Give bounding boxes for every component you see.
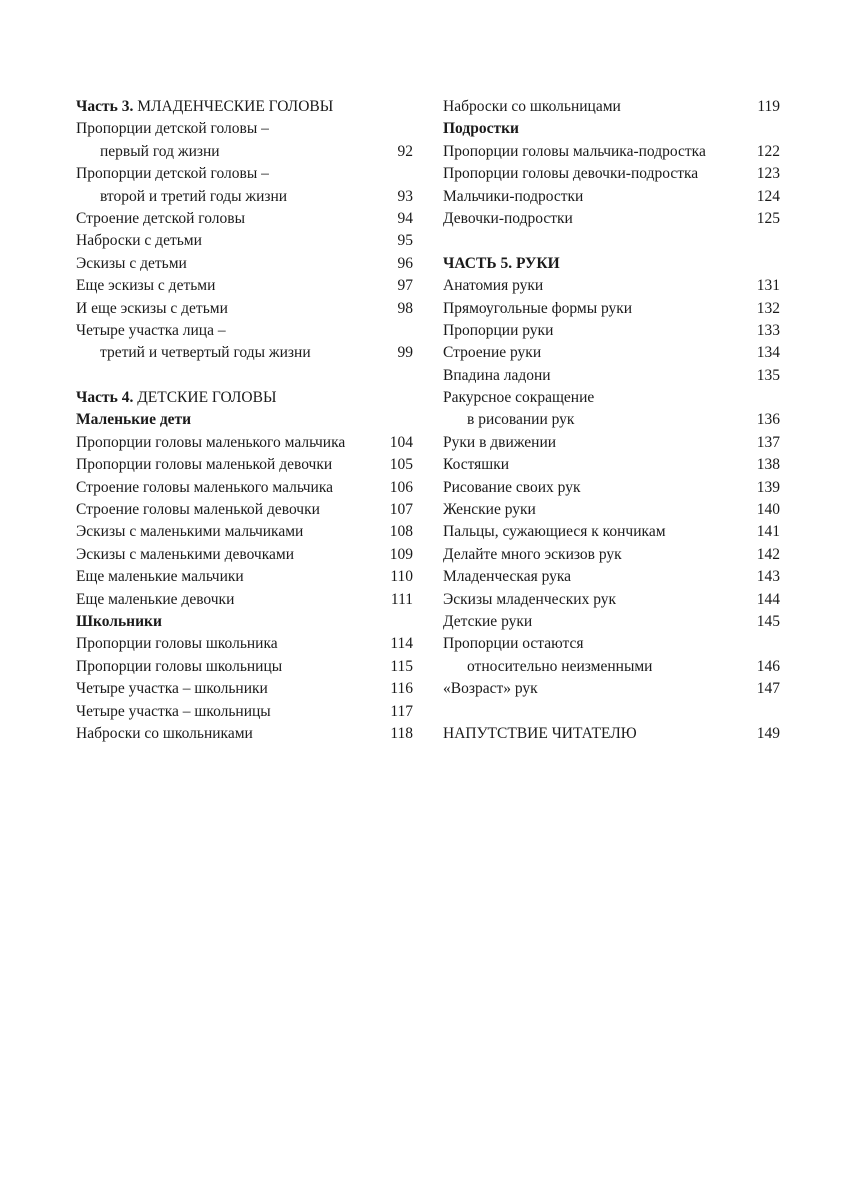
page-number: 104 — [389, 433, 413, 451]
part-title: ДЕТСКИЕ ГОЛОВЫ — [137, 389, 277, 407]
toc-entry-title: третий и четвертый годы жизни — [100, 344, 311, 362]
toc-entry-title: Строение головы маленького мальчика — [76, 478, 334, 496]
toc-entry-title: Пропорции головы школьницы — [76, 657, 283, 675]
toc-entry — [443, 163, 780, 185]
page-number: 99 — [397, 344, 413, 362]
toc-entry-title: Пропорции головы маленького мальчика — [76, 433, 346, 451]
page-number: 145 — [756, 612, 780, 630]
toc-entry-continuation — [443, 409, 780, 431]
part-number: Часть 3. — [76, 98, 138, 115]
toc-entry — [76, 163, 413, 185]
page-number: 115 — [390, 657, 413, 675]
toc-entry — [443, 432, 780, 454]
page-number: 118 — [390, 724, 413, 742]
page-number: 92 — [397, 142, 413, 160]
toc-entry-title: Анатомия руки — [443, 277, 544, 295]
toc-entry — [76, 320, 413, 342]
part-heading — [76, 96, 413, 118]
toc-entry-title: Впадина ладони — [443, 366, 551, 384]
page-number: 144 — [756, 590, 780, 608]
toc-entry — [76, 566, 413, 588]
toc-entry-title: Девочки-подростки — [443, 209, 573, 227]
toc-entry-title: ЧАСТЬ 5. РУКИ — [443, 254, 560, 272]
toc-right-column — [443, 96, 780, 745]
part-title: МЛАДЕНЧЕСКИЕ ГОЛОВЫ — [137, 98, 334, 115]
page-number: 136 — [756, 411, 780, 429]
toc-entry-title: Пропорции головы школьника — [76, 635, 278, 653]
toc-entry — [76, 701, 413, 723]
toc-entry-continuation — [76, 186, 413, 208]
page-number: 147 — [756, 680, 780, 698]
section-spacer — [443, 230, 780, 252]
toc-entry — [443, 611, 780, 633]
toc-entry-title: в рисовании рук — [467, 411, 575, 429]
page-number: 97 — [397, 277, 413, 295]
toc-entry-title: Еще маленькие девочки — [76, 590, 235, 608]
toc-entry — [76, 230, 413, 252]
toc-entry — [76, 521, 413, 543]
toc-entry — [76, 499, 413, 521]
toc-entry — [443, 633, 780, 655]
toc-entry-title: Эскизы с маленькими девочками — [76, 545, 295, 563]
toc-entry — [76, 477, 413, 499]
toc-entry-title: первый год жизни — [100, 142, 220, 160]
section-subheading — [443, 118, 780, 140]
part-heading-label — [76, 387, 276, 409]
toc-entry — [76, 118, 413, 140]
toc-entry — [443, 678, 780, 700]
part-heading-label — [76, 96, 333, 118]
toc-entry — [443, 275, 780, 297]
toc-entry — [76, 723, 413, 745]
page-number: 95 — [397, 232, 413, 250]
toc-entry-title: Еще маленькие мальчики — [76, 568, 244, 586]
page-number: 107 — [389, 501, 413, 519]
toc-entry — [443, 141, 780, 163]
page-number: 108 — [389, 523, 413, 541]
toc-entry-title: Наброски со школьницами — [443, 98, 621, 115]
toc-entry-title: Делайте много эскизов рук — [443, 545, 622, 563]
page-number: 114 — [390, 635, 413, 653]
toc-entry-title: Строение руки — [443, 344, 542, 362]
toc-entry — [76, 656, 413, 678]
page-number: 109 — [389, 545, 413, 563]
toc-entry-title: Пропорции детской головы – — [76, 165, 269, 183]
toc-entry-title: Строение детской головы — [76, 209, 246, 227]
toc-entry — [76, 544, 413, 566]
toc-entry — [443, 477, 780, 499]
toc-entry-title: Эскизы младенческих рук — [443, 590, 617, 608]
page-number: 134 — [756, 344, 780, 362]
toc-entry — [76, 208, 413, 230]
page-number: 105 — [389, 456, 413, 474]
section-spacer — [443, 701, 780, 723]
part-number: Часть 4. — [76, 389, 138, 407]
page-number: 93 — [397, 187, 413, 205]
toc-entry-title: Пропорции головы маленькой девочки — [76, 456, 333, 474]
toc-entry — [76, 432, 413, 454]
page-number: 98 — [397, 299, 413, 317]
page-number: 125 — [756, 209, 780, 227]
page-number: 94 — [397, 209, 413, 227]
toc-entry-title: Пропорции головы мальчика-подростка — [443, 142, 706, 160]
page-number: 111 — [390, 590, 413, 608]
toc-entry-title: Пропорции детской головы – — [76, 120, 269, 138]
page-number: 142 — [756, 545, 780, 563]
page-number: 116 — [390, 680, 413, 698]
toc-entry — [443, 499, 780, 521]
page-number: 123 — [756, 165, 780, 183]
toc-entry-title: Рисование своих рук — [443, 478, 581, 496]
toc-entry-title: Прямоугольные формы руки — [443, 299, 633, 317]
page-number: 139 — [756, 478, 780, 496]
toc-entry — [76, 454, 413, 476]
toc-entry-title: Эскизы с маленькими мальчиками — [76, 523, 304, 541]
toc-entry-title: Наброски с детьми — [76, 232, 202, 250]
section-subheading — [76, 409, 413, 431]
toc-entry-title: Еще эскизы с детьми — [76, 277, 216, 295]
toc-entry-title: Четыре участка – школьницы — [76, 702, 271, 720]
page-number: 106 — [389, 478, 413, 496]
toc-entry-title: И еще эскизы с детьми — [76, 299, 228, 317]
page-number: 124 — [756, 187, 780, 205]
page-number: 117 — [390, 702, 413, 720]
toc-entry-title: Подростки — [443, 120, 519, 138]
toc-entry — [443, 298, 780, 320]
toc-entry-continuation — [443, 656, 780, 678]
toc-entry — [443, 544, 780, 566]
page-number: 135 — [756, 366, 780, 384]
toc-entry-title: Детские руки — [443, 612, 533, 630]
toc-entry-title: Пропорции руки — [443, 321, 554, 339]
toc-entry — [443, 342, 780, 364]
toc-entry-title: НАПУТСТВИЕ ЧИТАТЕЛЮ — [443, 724, 637, 742]
toc-entry-title: Женские руки — [443, 501, 536, 519]
toc-entry-continuation — [76, 141, 413, 163]
toc-entry-title: Пропорции остаются — [443, 635, 584, 653]
toc-entry-title: Костяшки — [443, 456, 510, 474]
toc-entry-title: Руки в движении — [443, 433, 557, 451]
page-number: 137 — [756, 433, 780, 451]
toc-entry — [76, 298, 413, 320]
section-subheading — [443, 253, 780, 275]
toc-entry-title: Пальцы, сужающиеся к кончикам — [443, 523, 666, 541]
toc-entry — [443, 96, 780, 118]
toc-entry — [443, 186, 780, 208]
toc-entry-title: Младенческая рука — [443, 568, 572, 586]
page-number: 119 — [757, 98, 780, 115]
toc-entry-title: Мальчики-подростки — [443, 187, 584, 205]
closing-entry — [443, 723, 780, 745]
section-subheading — [76, 611, 413, 633]
page-number: 143 — [756, 568, 780, 586]
toc-entry — [76, 253, 413, 275]
page-number: 140 — [756, 501, 780, 519]
toc-entry — [76, 275, 413, 297]
page-number: 146 — [756, 657, 780, 675]
page-number: 138 — [756, 456, 780, 474]
toc-entry-title: Ракурсное сокращение — [443, 389, 595, 407]
toc-entry — [443, 454, 780, 476]
page-number: 141 — [756, 523, 780, 541]
page-number: 96 — [397, 254, 413, 272]
toc-entry-continuation — [76, 342, 413, 364]
toc-entry — [443, 387, 780, 409]
toc-entry — [443, 566, 780, 588]
toc-entry-title: Четыре участка лица – — [76, 321, 226, 339]
section-spacer — [76, 365, 413, 387]
toc-entry-title: Пропорции головы девочки-подростка — [443, 165, 699, 183]
toc-entry — [76, 633, 413, 655]
toc-entry-title: Эскизы с детьми — [76, 254, 187, 272]
toc-entry — [76, 589, 413, 611]
page-number: 149 — [756, 724, 780, 742]
toc-entry — [443, 521, 780, 543]
toc-entry-title: второй и третий годы жизни — [100, 187, 288, 205]
toc-entry-title: относительно неизменными — [467, 657, 653, 675]
toc-entry-title: Строение головы маленькой девочки — [76, 501, 320, 519]
toc-entry — [76, 678, 413, 700]
toc-entry — [443, 589, 780, 611]
toc-entry-title: Четыре участка – школьники — [76, 680, 268, 698]
page-number: 110 — [390, 568, 413, 586]
toc-entry — [443, 365, 780, 387]
page-number: 122 — [756, 142, 780, 160]
toc-entry-title: Наброски со школьниками — [76, 724, 253, 742]
part-heading — [76, 387, 413, 409]
toc-entry-title: Школьники — [76, 612, 162, 630]
toc-entry — [443, 208, 780, 230]
toc-entry-title: «Возраст» рук — [443, 680, 538, 698]
page-number: 133 — [756, 321, 780, 339]
toc-entry-title: Маленькие дети — [76, 411, 192, 429]
toc-entry — [443, 320, 780, 342]
page-number: 132 — [756, 299, 780, 317]
toc-left-column — [76, 96, 413, 745]
page-number: 131 — [756, 277, 780, 295]
